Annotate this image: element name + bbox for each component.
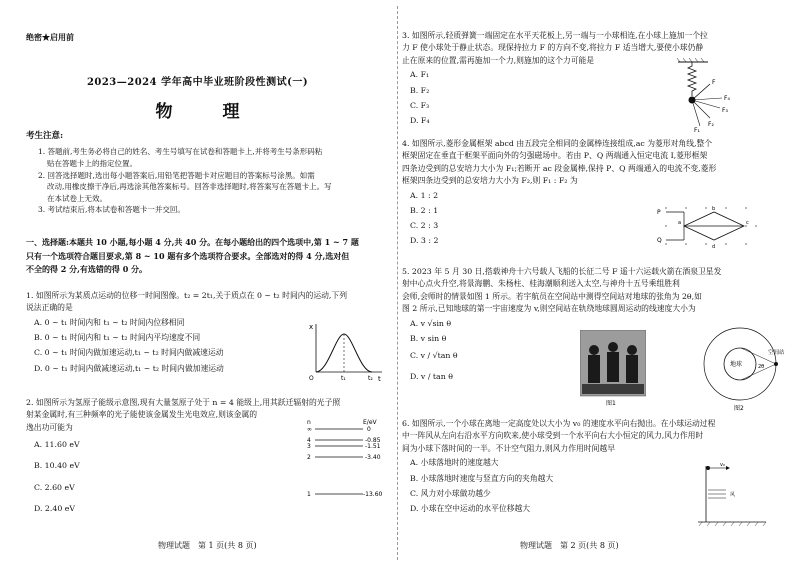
q4-stem-cont2: 四条边受到的总安培力大小为 F₁;若断开 ac 段金属棒,保持 P、Q 两端通入的电流不变,菱形 xyxy=(402,163,717,173)
q5-fig2-orbit-diagram xyxy=(700,324,790,412)
q2-level-inf-e: 0 xyxy=(367,426,371,433)
q2-option-a[interactable]: A. 11.60 eV xyxy=(34,440,80,450)
q1-stem-cont: 说法正确的是 xyxy=(26,303,73,313)
q5-option-b[interactable]: B. v sin θ xyxy=(410,334,447,344)
page-2-footer: 物理试题 第 2 页(共 8 页) xyxy=(520,541,619,550)
q5-fig1-caption: 图1 xyxy=(606,400,616,407)
q4-option-c[interactable]: C. 2 : 3 xyxy=(410,221,439,231)
section-line-1: 一、选择题:本题共 10 小题,每小题 4 分,共 40 分。在每小题给出的四个选项中,第 1 ~ 7 题 xyxy=(26,237,359,247)
section-one-instructions xyxy=(26,236,372,277)
q2-stem-cont: 射某金属时,有三种频率的光子能使该金属发生光电效应,则该金属的 xyxy=(26,410,258,420)
q3-spring xyxy=(688,62,696,96)
section-line-3: 不全的得 2 分,有选错的得 0 分。 xyxy=(26,264,148,275)
q2-stem-cont2: 逸出功可能为 xyxy=(26,422,73,432)
q5-angle-label: 2θ xyxy=(758,364,765,370)
q3-label-f: F xyxy=(712,79,716,86)
q1-stem: 1. 如图所示为某质点运动的位移一时间图像。t₂ = 2t₁,关于质点在 0 ~ t₂ 时间内的运动,下列 xyxy=(26,291,348,300)
q6-option-a[interactable]: A. 小球落地时的速度越大 xyxy=(410,458,499,468)
q3-option-d[interactable]: D. F₄ xyxy=(410,116,430,126)
q3-label-f3: F₃ xyxy=(722,107,728,114)
q1-option-d[interactable]: D. 0 ~ t₁ 时间内做减速运动,t₁ ~ t₂ 时间内做加速运动 xyxy=(34,363,224,373)
q2-level-4-n: 4 xyxy=(307,437,311,444)
q1-origin-label: O xyxy=(309,375,314,382)
q5-option-c[interactable]: C. v / √tan θ xyxy=(410,351,458,361)
subject-title: 物 理 xyxy=(155,102,262,122)
notice-item-3: 3. 考试结束后,将本试卷和答题卡一并交回。 xyxy=(38,205,185,215)
q4-label-a: a xyxy=(678,220,682,226)
notice-item-2-cont: 改动,用橡皮擦干净后,再选涂其他答案标号。回答非选择题时,将答案写在答题卡上。写 xyxy=(47,182,332,192)
q3-stem-cont: 力 F 使小球处于静止状态。现保持拉力 F 的方向不变,将拉力 F 适当增大,要使小球仍静 xyxy=(402,43,704,53)
q3-stem: 3. 如图所示,轻质弹簧一端固定在水平天花板上,另一端与一小球相连,在小球上施加一个拉 xyxy=(402,31,708,40)
q4-stem-cont3: 框架四条边受到的总安培力大小为 F₂,则 F₁ : F₂ 为 xyxy=(402,176,578,186)
page-divider xyxy=(397,6,398,560)
q1-option-a[interactable]: A. 0 ~ t₁ 时间内和 t₁ ~ t₂ 时间内位移相同 xyxy=(34,317,185,327)
q5-option-a[interactable]: A. v √sin θ xyxy=(410,318,452,328)
exam-title: 2023—2024 学年高中毕业班阶段性测试(一) xyxy=(86,77,309,88)
q4-option-a[interactable]: A. 1 : 2 xyxy=(410,190,439,200)
q5-stem-cont: 射中心点火升空,将景海鹏、朱杨柱、桂海潮顺利送入太空,与神舟十五号乘组胜利 xyxy=(402,279,680,289)
q2-level-2-n: 2 xyxy=(307,454,311,461)
q6-ball xyxy=(706,466,710,470)
q4-rhombus-circuit xyxy=(656,202,768,250)
q5-fig1-photo xyxy=(580,330,646,408)
notice-item-2-cont2: 在本试卷上无效。 xyxy=(47,193,107,203)
q5-station-label: 空间站 xyxy=(768,350,785,356)
notice-item-1: 1. 答题前,考生务必将自己的姓名、考生号填写在试卷和答题卡上,并将考生号条形码粘 xyxy=(38,147,323,157)
confidential-label: 绝密★启用前 xyxy=(26,32,74,42)
page-1 xyxy=(0,0,395,566)
q4-option-b[interactable]: B. 2 : 1 xyxy=(410,206,439,216)
q3-stem-cont2: 止在原来的位置,需再施加一个力,则施加的这个力可能是 xyxy=(402,55,595,65)
q6-v0-label: v₀ xyxy=(720,462,725,468)
q1-option-b[interactable]: B. 0 ~ t₁ 时间内和 t₁ ~ t₂ 时间内平均速度不同 xyxy=(34,333,201,343)
q1-y-label: x xyxy=(309,323,314,331)
notice-block xyxy=(26,130,371,216)
q1-t1-label: t₁ xyxy=(341,375,346,382)
q2-level-1-n: 1 xyxy=(307,491,311,498)
q3-spring-diagram xyxy=(670,56,745,136)
q5-fig2-caption: 图2 xyxy=(734,405,744,412)
q2-option-b[interactable]: B. 10.40 eV xyxy=(34,461,80,471)
q4-label-d: d xyxy=(712,244,716,250)
q5-stem: 5. 2023 年 5 月 30 日,搭载神舟十六号载人飞船的长征二号 F 遥十六运载火箭在酒泉卫星发 xyxy=(402,267,722,276)
q4-stem-cont: 框架固定在垂直于框架平面向外的匀强磁场中。若由 P、Q 两端通入恒定电流 I,菱形框架 xyxy=(402,151,708,161)
q6-stem-cont: 中一阵风从左向右沿水平方向吹来,使小球受到一个水平向右大小恒定的风力,风力作用时 xyxy=(402,431,704,441)
notice-item-1-cont: 贴在答题卡上的指定位置。 xyxy=(47,158,137,168)
q1-xt-graph xyxy=(306,320,386,382)
q1-option-c[interactable]: C. 0 ~ t₁ 时间内做加速运动,t₁ ~ t₂ 时间内做减速运动 xyxy=(34,348,224,358)
q1-t2-label: t₂ xyxy=(368,375,373,382)
q3-force-f xyxy=(692,84,710,100)
q2-option-d[interactable]: D. 2.40 eV xyxy=(34,503,76,513)
q3-force-f4 xyxy=(692,98,722,100)
q4-label-c: c xyxy=(746,220,749,226)
q3-option-b[interactable]: B. F₂ xyxy=(410,85,430,95)
page-1-footer: 物理试题 第 1 页(共 8 页) xyxy=(158,541,257,550)
q5-stem-cont2: 会师,会师时的情景如图 1 所示。若宇航员在空间站中测得空间站对地球的张角为 2θ,如 xyxy=(402,291,702,301)
q5-stem-cont3: 图 2 所示,已知地球的第一宇宙速度为 v,则空间站在轨绕地球圆周运动的线速度大小为 xyxy=(402,304,696,314)
page-2 xyxy=(400,0,800,566)
q2-level-inf-n: ∞ xyxy=(307,426,312,433)
notice-item-2: 2. 回答选择题时,选出每小题答案后,用铅笔把答题卡对应题目的答案标号涂黑。如需 xyxy=(38,170,315,180)
q6-projectile-diagram xyxy=(696,462,768,528)
q2-level-3-n: 3 xyxy=(307,443,311,450)
q6-option-b[interactable]: B. 小球落地时速度与竖直方向的夹角越大 xyxy=(410,473,554,483)
q4-label-q: Q xyxy=(657,237,662,244)
q6-wind-label: 风 xyxy=(730,492,736,498)
q6-option-c[interactable]: C. 风力对小球做功越少 xyxy=(410,488,491,498)
q4-label-b: b xyxy=(712,206,716,212)
q3-label-f2: F₂ xyxy=(708,121,714,128)
q3-option-a[interactable]: A. F₁ xyxy=(410,70,430,80)
q3-option-c[interactable]: C. F₃ xyxy=(410,100,430,110)
q5-earth-label: 地球 xyxy=(730,361,743,368)
q1-x-label: t xyxy=(378,375,381,382)
q2-level-3-e: -1.51 xyxy=(365,443,381,450)
notice-heading: 考生注意: xyxy=(26,131,64,141)
q3-label-f1: F₁ xyxy=(694,127,700,134)
q6-option-d[interactable]: D. 小球在空中运动的水平位移越大 xyxy=(410,504,531,514)
section-line-2: 只有一个选项符合题目要求,第 8 ~ 10 题有多个选项符合要求。全部选对的得 4 分,选对但 xyxy=(26,250,350,261)
q2-level-4-e: -0.85 xyxy=(365,437,381,444)
q3-label-f4: F₄ xyxy=(724,95,730,102)
q6-stem-cont2: 间为小球下落时间的一半。不计空气阻力,则风力作用时间越早 xyxy=(402,443,615,453)
q2-n-header: n xyxy=(307,419,311,426)
q2-level-1-e: -13.60 xyxy=(363,491,383,498)
q4-option-d[interactable]: D. 3 : 2 xyxy=(410,236,439,246)
q4-stem: 4. 如图所示,菱形金属框架 abcd 由五段完全相同的金属棒连接组成,ac 为菱形对角线,整个 xyxy=(402,139,713,148)
q2-stem: 2. 如图所示为氢原子能级示意图,现有大量氢原子处于 n = 4 能级上,用其跃迁辐射的光子照 xyxy=(26,398,341,407)
q6-stem: 6. 如图所示,一个小球在离地一定高度处以大小为 v₀ 的速度水平向右抛出。在小球运动过程 xyxy=(402,419,716,428)
q4-label-p: P xyxy=(657,209,661,216)
q2-option-c[interactable]: C. 2.60 eV xyxy=(34,482,75,492)
q2-energy-level-diagram xyxy=(305,416,390,500)
q5-option-d[interactable]: D. v / tan θ xyxy=(410,371,453,381)
q2-e-header: E/eV xyxy=(363,419,377,426)
q2-level-2-e: -3.40 xyxy=(365,454,381,461)
